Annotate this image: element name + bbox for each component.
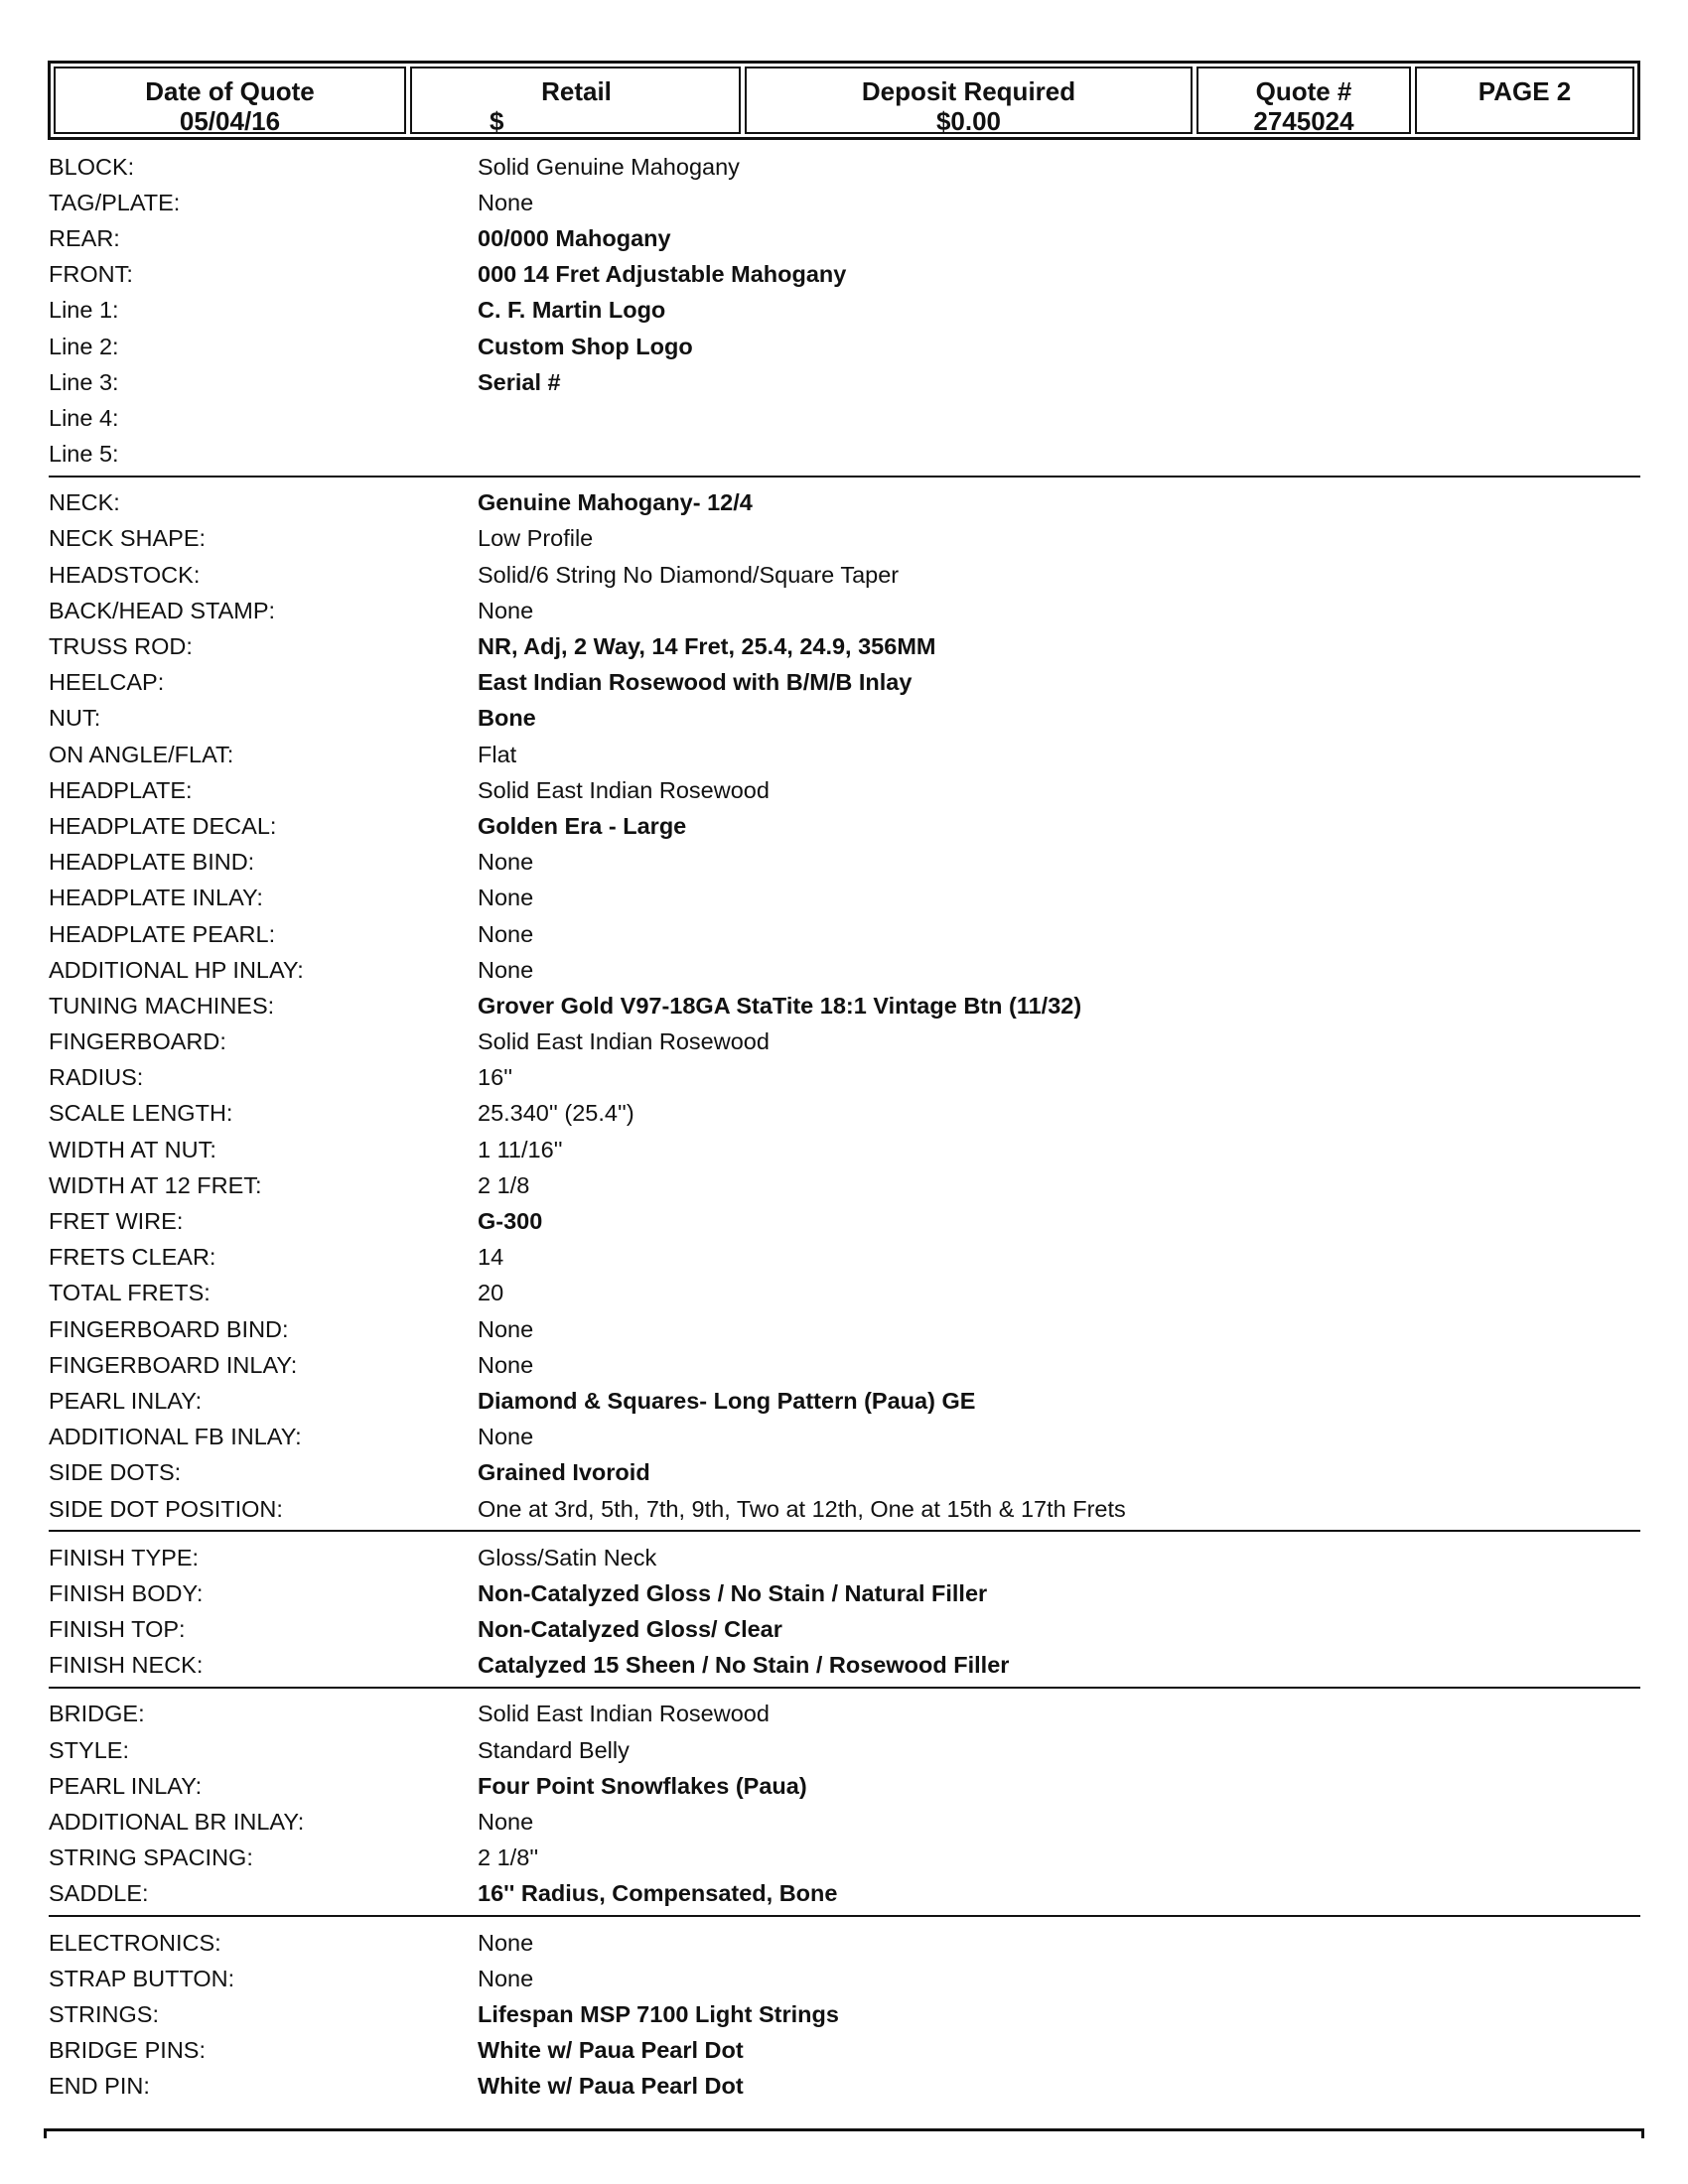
spec-value: Flat xyxy=(478,741,517,767)
spec-row xyxy=(49,185,1640,220)
spec-label: ADDITIONAL FB INLAY: xyxy=(49,1424,302,1450)
spec-row xyxy=(49,988,1640,1024)
spec-label: TOTAL FRETS: xyxy=(49,1280,211,1306)
spec-label: NECK: xyxy=(49,489,120,516)
spec-label: FINISH TOP: xyxy=(49,1616,186,1643)
spec-value: NR, Adj, 2 Way, 14 Fret, 25.4, 24.9, 356MM xyxy=(478,633,936,660)
spec-label: Line 1: xyxy=(49,297,119,324)
spec-row xyxy=(49,1540,1640,1575)
spec-value: Genuine Mahogany- 12/4 xyxy=(478,489,753,516)
spec-label: FRET WIRE: xyxy=(49,1208,184,1235)
date-of-quote-cell xyxy=(54,67,406,134)
spec-label: ELECTRONICS: xyxy=(49,1929,221,1956)
spec-value: Catalyzed 15 Sheen / No Stain / Rosewood Filler xyxy=(478,1652,1010,1679)
spec-row xyxy=(49,952,1640,988)
spec-value: Grained Ivoroid xyxy=(478,1459,650,1486)
spec-row xyxy=(49,628,1640,664)
spec-label: TAG/PLATE: xyxy=(49,189,181,215)
deposit-required-label: Deposit Required xyxy=(861,76,1076,106)
spec-row xyxy=(49,1732,1640,1768)
spec-value: None xyxy=(478,920,534,947)
spec-label: HEELCAP: xyxy=(49,669,165,696)
spec-row xyxy=(49,364,1640,400)
spec-label: STRINGS: xyxy=(49,2000,159,2027)
spec-label: NECK SHAPE: xyxy=(49,525,207,552)
spec-value: C. F. Martin Logo xyxy=(478,297,666,324)
spec-row xyxy=(49,1024,1640,1060)
spec-label: HEADSTOCK: xyxy=(49,561,201,588)
spec-row xyxy=(49,437,1640,473)
spec-row xyxy=(49,1311,1640,1347)
spec-value: Custom Shop Logo xyxy=(478,333,693,359)
spec-row xyxy=(49,593,1640,628)
spec-row xyxy=(49,1455,1640,1491)
spec-label: SCALE LENGTH: xyxy=(49,1100,233,1127)
spec-value: White w/ Paua Pearl Dot xyxy=(478,2037,744,2064)
spec-row xyxy=(49,1841,1640,1876)
spec-row xyxy=(49,881,1640,916)
spec-row xyxy=(49,329,1640,364)
spec-label: BRIDGE PINS: xyxy=(49,2037,207,2064)
retail-label: Retail xyxy=(541,76,612,106)
spec-sections xyxy=(49,149,1640,2116)
spec-value: 16'' Radius, Compensated, Bone xyxy=(478,1880,838,1907)
spec-label: NUT: xyxy=(49,705,101,732)
spec-value: G-300 xyxy=(478,1208,543,1235)
spec-value: Solid East Indian Rosewood xyxy=(478,1028,770,1055)
retail-cell xyxy=(410,67,741,134)
spec-label: Line 5: xyxy=(49,441,119,468)
spec-value: 16'' xyxy=(478,1064,513,1091)
page-number-label: PAGE 2 xyxy=(1477,76,1572,106)
spec-row xyxy=(49,1575,1640,1611)
spec-label: FINISH NECK: xyxy=(49,1652,204,1679)
spec-value: 25.340'' (25.4'') xyxy=(478,1100,634,1127)
spec-row xyxy=(49,808,1640,844)
spec-value: None xyxy=(478,885,534,911)
spec-row xyxy=(49,1240,1640,1276)
spec-row xyxy=(49,1167,1640,1203)
spec-row xyxy=(49,257,1640,293)
spec-value: Serial # xyxy=(478,368,561,395)
spec-value: Golden Era - Large xyxy=(478,812,687,839)
spec-value: Bone xyxy=(478,705,536,732)
spec-value: Solid East Indian Rosewood xyxy=(478,1701,770,1727)
spec-value: East Indian Rosewood with B/M/B Inlay xyxy=(478,669,913,696)
spec-label: RADIUS: xyxy=(49,1064,144,1091)
spec-value: Solid East Indian Rosewood xyxy=(478,776,770,803)
spec-label: SIDE DOT POSITION: xyxy=(49,1495,283,1522)
spec-value: None xyxy=(478,956,534,983)
spec-row xyxy=(49,1925,1640,1961)
spec-label: END PIN: xyxy=(49,2073,150,2100)
spec-label: STRING SPACING: xyxy=(49,1844,253,1871)
spec-value: Diamond & Squares- Long Pattern (Paua) GE xyxy=(478,1387,976,1414)
spec-value: 00/000 Mahogany xyxy=(478,224,671,251)
spec-value: None xyxy=(478,597,534,623)
date-of-quote-value: 05/04/16 xyxy=(179,106,281,136)
spec-row xyxy=(49,701,1640,737)
page-number-cell xyxy=(1415,67,1634,134)
spec-label: HEADPLATE: xyxy=(49,776,193,803)
spec-label: TUNING MACHINES: xyxy=(49,992,275,1019)
spec-value: 2 1/8'' xyxy=(478,1844,539,1871)
spec-label: STRAP BUTTON: xyxy=(49,1965,235,1991)
spec-value: None xyxy=(478,1315,534,1342)
hardware-section xyxy=(49,1925,1640,2108)
spec-row xyxy=(49,1648,1640,1684)
spec-label: PEARL INLAY: xyxy=(49,1387,203,1414)
spec-label: SIDE DOTS: xyxy=(49,1459,182,1486)
bridge-section xyxy=(49,1697,1640,1917)
spec-label: FINISH TYPE: xyxy=(49,1544,200,1570)
spec-label: FRONT: xyxy=(49,261,133,288)
spec-label: ON ANGLE/FLAT: xyxy=(49,741,234,767)
finish-section xyxy=(49,1540,1640,1689)
spec-row xyxy=(49,772,1640,808)
spec-row xyxy=(49,1697,1640,1732)
retail-value: $ xyxy=(490,106,504,136)
spec-row xyxy=(49,1060,1640,1096)
spec-row xyxy=(49,1383,1640,1419)
spec-row xyxy=(49,916,1640,952)
spec-row xyxy=(49,1276,1640,1311)
spec-row xyxy=(49,1096,1640,1132)
spec-label: HEADPLATE INLAY: xyxy=(49,885,263,911)
spec-label: FINGERBOARD BIND: xyxy=(49,1315,289,1342)
spec-label: WIDTH AT 12 FRET: xyxy=(49,1171,262,1198)
spec-label: Line 3: xyxy=(49,368,119,395)
spec-value: None xyxy=(478,1351,534,1378)
spec-value: 2 1/8 xyxy=(478,1171,530,1198)
spec-row xyxy=(49,400,1640,436)
spec-row xyxy=(49,2033,1640,2069)
spec-value: Non-Catalyzed Gloss / No Stain / Natural Filler xyxy=(478,1579,988,1606)
deposit-required-value: $0.00 xyxy=(935,106,1002,136)
quote-number-label: Quote # xyxy=(1255,76,1352,106)
quote-header-table xyxy=(48,61,1640,140)
spec-row xyxy=(49,1203,1640,1239)
spec-value: Solid Genuine Mahogany xyxy=(478,153,740,180)
spec-value: Low Profile xyxy=(478,525,594,552)
spec-value: None xyxy=(478,1809,534,1836)
spec-label: HEADPLATE BIND: xyxy=(49,849,255,876)
neck-section xyxy=(49,485,1640,1532)
body-block-section xyxy=(49,149,1640,478)
spec-label: HEADPLATE DECAL: xyxy=(49,812,277,839)
spec-value: One at 3rd, 5th, 7th, 9th, Two at 12th, One at 15th & 17th Frets xyxy=(478,1495,1126,1522)
spec-label: Line 4: xyxy=(49,404,119,431)
spec-label: PEARL INLAY: xyxy=(49,1772,203,1799)
spec-value: 000 14 Fret Adjustable Mahogany xyxy=(478,261,847,288)
deposit-required-cell xyxy=(745,67,1193,134)
spec-row xyxy=(49,1876,1640,1912)
spec-label: TRUSS ROD: xyxy=(49,633,193,660)
spec-label: STYLE: xyxy=(49,1736,129,1763)
spec-label: ADDITIONAL BR INLAY: xyxy=(49,1809,305,1836)
spec-row xyxy=(49,1768,1640,1804)
spec-label: REAR: xyxy=(49,224,120,251)
spec-label: HEADPLATE PEARL: xyxy=(49,920,276,947)
spec-row xyxy=(49,1612,1640,1648)
spec-label: WIDTH AT NUT: xyxy=(49,1136,216,1162)
spec-label: FINISH BODY: xyxy=(49,1579,204,1606)
spec-label: FINGERBOARD: xyxy=(49,1028,226,1055)
spec-value: Solid/6 String No Diamond/Square Taper xyxy=(478,561,900,588)
quote-number-cell xyxy=(1196,67,1411,134)
spec-value: Non-Catalyzed Gloss/ Clear xyxy=(478,1616,782,1643)
date-of-quote-label: Date of Quote xyxy=(145,76,315,106)
spec-row xyxy=(49,1420,1640,1455)
spec-value: Gloss/Satin Neck xyxy=(478,1544,657,1570)
spec-value: None xyxy=(478,1424,534,1450)
spec-value: 20 xyxy=(478,1280,504,1306)
spec-value: 14 xyxy=(478,1244,504,1271)
spec-row xyxy=(49,1132,1640,1167)
spec-value: Grover Gold V97-18GA StaTite 18:1 Vintage Btn (11/32) xyxy=(478,992,1082,1019)
spec-value: Standard Belly xyxy=(478,1736,630,1763)
spec-row xyxy=(49,521,1640,557)
spec-row xyxy=(49,149,1640,185)
spec-row xyxy=(49,1804,1640,1840)
footer-rule xyxy=(44,2128,1644,2138)
spec-label: SADDLE: xyxy=(49,1880,149,1907)
spec-row xyxy=(49,1491,1640,1527)
spec-value: None xyxy=(478,1929,534,1956)
spec-label: FRETS CLEAR: xyxy=(49,1244,216,1271)
spec-label: BLOCK: xyxy=(49,153,135,180)
spec-value: Lifespan MSP 7100 Light Strings xyxy=(478,2000,839,2027)
spec-row xyxy=(49,293,1640,329)
spec-label: ADDITIONAL HP INLAY: xyxy=(49,956,304,983)
spec-row xyxy=(49,845,1640,881)
spec-row xyxy=(49,665,1640,701)
quote-number-value: 2745024 xyxy=(1253,106,1354,136)
spec-label: FINGERBOARD INLAY: xyxy=(49,1351,298,1378)
spec-row xyxy=(49,737,1640,772)
spec-label: BACK/HEAD STAMP: xyxy=(49,597,276,623)
spec-row xyxy=(49,1996,1640,2032)
spec-value: 1 11/16'' xyxy=(478,1136,563,1162)
spec-label: BRIDGE: xyxy=(49,1701,145,1727)
spec-row xyxy=(49,1347,1640,1383)
spec-row xyxy=(49,220,1640,256)
spec-value: None xyxy=(478,849,534,876)
spec-value: None xyxy=(478,189,534,215)
spec-value: None xyxy=(478,1965,534,1991)
spec-row xyxy=(49,2069,1640,2105)
spec-row xyxy=(49,1961,1640,1996)
spec-label: Line 2: xyxy=(49,333,119,359)
spec-row xyxy=(49,485,1640,521)
spec-value: White w/ Paua Pearl Dot xyxy=(478,2073,744,2100)
spec-row xyxy=(49,557,1640,593)
spec-value: Four Point Snowflakes (Paua) xyxy=(478,1772,807,1799)
